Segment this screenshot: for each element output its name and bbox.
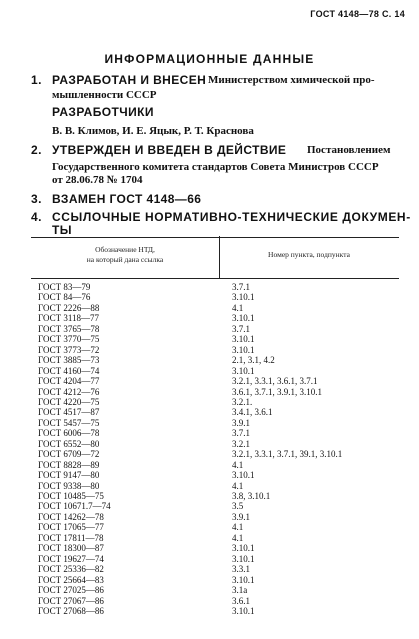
ntd-designation: ГОСТ 4204—77	[38, 376, 100, 387]
table-header-col-1-line-1: Обозначение НТД,	[95, 245, 155, 254]
clause-number: 3.7.1	[232, 282, 250, 292]
item-1-num: 1.	[31, 73, 42, 87]
item-1-text-1: Министерством химической про-	[208, 74, 375, 86]
table-row	[0, 585, 419, 596]
clause-number: 3.2.1, 3.3.1, 3.7.1, 39.1, 3.10.1	[232, 449, 343, 460]
table-row	[0, 345, 419, 356]
clause-number: 4.1	[232, 532, 244, 543]
ntd-designation: ГОСТ 25336—82	[38, 564, 104, 575]
item-2-num: 2.	[31, 143, 42, 157]
ntd-designation: ГОСТ 9338—80	[38, 480, 100, 491]
clause-number: 3.7.1	[232, 428, 250, 439]
table-row	[0, 554, 419, 565]
item-3-num: 3.	[31, 192, 42, 206]
ntd-designation: ГОСТ 4160—74	[38, 365, 100, 376]
ntd-designation: ГОСТ 3885—73	[38, 355, 100, 366]
ntd-designation: ГОСТ 84—76	[38, 292, 91, 303]
ntd-designation: ГОСТ 10485—75	[38, 491, 104, 501]
item-2-text-2: Государственного комитета стандартов Совета Министров СССР	[52, 161, 379, 173]
ntd-designation: ГОСТ 9147—80	[38, 470, 100, 481]
item-4-text-1: ССЫЛОЧНЫЕ НОРМАТИВНО-ТЕХНИЧЕСКИЕ ДОКУМЕН-	[52, 210, 411, 224]
ntd-designation: ГОСТ 27068—86	[38, 605, 104, 616]
table-row	[0, 428, 419, 439]
clause-number: 3.1а	[232, 585, 248, 596]
table-row	[0, 564, 419, 575]
ntd-designation: ГОСТ 6709—72	[38, 449, 100, 460]
table-row	[0, 596, 419, 607]
table-header-col-1-line-2: на который дана ссылка	[86, 255, 164, 264]
ntd-designation: ГОСТ 18300—87	[38, 543, 104, 554]
ntd-designation: ГОСТ 3118—77	[38, 313, 100, 324]
page-header: ГОСТ 4148—78 С. 14	[310, 9, 405, 19]
table-row	[0, 439, 419, 450]
clause-number: 3.8, 3.10.1	[232, 491, 271, 501]
table-row	[0, 387, 419, 398]
clause-number: 3.10.1	[232, 470, 255, 481]
developers-heading: РАЗРАБОТЧИКИ	[52, 105, 154, 119]
table-row	[0, 313, 419, 324]
item-4-num: 4.	[31, 210, 42, 224]
item-2-text-3: от 28.06.78 № 1704	[52, 174, 143, 186]
ntd-designation: ГОСТ 25664—83	[38, 574, 104, 585]
item-1-text-2: мышленности СССР	[52, 89, 157, 101]
clause-number: 3.10.1	[232, 574, 255, 585]
item-2-heading: УТВЕРЖДЕН И ВВЕДЕН В ДЕЙСТВИЕ	[52, 143, 287, 157]
clause-number: 3.5	[232, 501, 244, 512]
item-3-text: ВЗАМЕН ГОСТ 4148—66	[52, 192, 202, 206]
ntd-designation: ГОСТ 4517—87	[38, 407, 100, 418]
table-header-col-1	[31, 245, 219, 265]
table-row	[0, 575, 419, 586]
clause-number: 3.6.1, 3.7.1, 3.9.1, 3.10.1	[232, 386, 322, 397]
clause-number: 3.10.1	[232, 344, 255, 355]
table-top-rule	[31, 237, 399, 238]
clause-number: 4.1	[232, 302, 244, 313]
table-row	[0, 481, 419, 492]
table-header-col-2: Номер пункта, подпункта	[268, 250, 350, 259]
table-row	[0, 334, 419, 345]
ntd-designation: ГОСТ 3773—72	[38, 344, 100, 355]
clause-number: 3.9.1	[232, 511, 250, 522]
table-header-rule	[31, 278, 399, 279]
ntd-designation: ГОСТ 5457—75	[38, 417, 100, 428]
table-row	[0, 418, 419, 429]
table-row	[0, 460, 419, 471]
developers-names: В. В. Климов, И. Е. Яцык, Р. Т. Краснова	[52, 125, 254, 137]
table-row	[0, 292, 419, 303]
clause-number: 4.1	[232, 522, 244, 533]
table-row	[0, 324, 419, 335]
clause-number: 3.6.1	[232, 595, 250, 606]
clause-number: 3.10.1	[232, 553, 255, 564]
clause-number: 3.10.1	[232, 605, 255, 616]
clause-number: 3.4.1, 3.6.1	[232, 407, 273, 418]
ntd-designation: ГОСТ 17065—77	[38, 522, 104, 533]
clause-number: 2.1, 3.1, 4.2	[232, 355, 275, 366]
table-row	[0, 376, 419, 387]
table-row	[0, 355, 419, 366]
clause-number: 3.2.1	[232, 438, 250, 449]
table-row	[0, 407, 419, 418]
ntd-designation: ГОСТ 4220—75	[38, 396, 100, 407]
clause-number: 3.9.1	[232, 417, 250, 428]
ntd-designation: ГОСТ 3770—75	[38, 334, 100, 345]
table-row	[0, 282, 419, 293]
clause-number: 3.10.1	[232, 334, 255, 345]
table-row	[0, 449, 419, 460]
clause-number: 3.10.1	[232, 365, 255, 376]
table-row	[0, 470, 419, 481]
clause-number: 3.7.1	[232, 323, 250, 334]
ntd-designation: ГОСТ 27067—86	[38, 595, 104, 606]
table-row	[0, 303, 419, 314]
section-title: ИНФОРМАЦИОННЫЕ ДАННЫЕ	[104, 52, 315, 66]
clause-number: 3.2.1, 3.3.1, 3.6.1, 3.7.1	[232, 376, 318, 387]
ntd-designation: ГОСТ 6552—80	[38, 438, 100, 449]
ntd-designation: ГОСТ 4212—76	[38, 386, 100, 397]
ntd-designation: ГОСТ 83—79	[38, 282, 91, 292]
ntd-designation: ГОСТ 3765—78	[38, 323, 100, 334]
ntd-designation: ГОСТ 10671.7—74	[38, 501, 111, 512]
ntd-designation: ГОСТ 17811—78	[38, 532, 104, 543]
table-row	[0, 533, 419, 544]
table-row	[0, 512, 419, 523]
ntd-designation: ГОСТ 6006—78	[38, 428, 100, 439]
ntd-designation: ГОСТ 2226—88	[38, 302, 100, 313]
clause-number: 4.1	[232, 480, 244, 491]
ntd-designation: ГОСТ 14262—78	[38, 511, 104, 522]
table-row	[0, 501, 419, 512]
table-row	[0, 522, 419, 533]
table-row	[0, 397, 419, 408]
clause-number: 4.1	[232, 459, 244, 470]
clause-number: 3.10.1	[232, 292, 255, 303]
clause-number: 3.2.1.	[232, 396, 253, 407]
clause-number: 3.10.1	[232, 543, 255, 554]
table-row	[0, 606, 419, 617]
item-2-text-1: Постановлением	[307, 144, 391, 156]
table-row	[0, 366, 419, 377]
item-4-text-2: ТЫ	[52, 223, 72, 237]
table-row	[0, 543, 419, 554]
table-row	[0, 491, 419, 502]
ntd-designation: ГОСТ 27025—86	[38, 585, 104, 596]
ntd-designation: ГОСТ 19627—74	[38, 553, 104, 564]
clause-number: 3.10.1	[232, 313, 255, 324]
clause-number: 3.3.1	[232, 564, 250, 575]
item-1-heading: РАЗРАБОТАН И ВНЕСЕН	[52, 73, 207, 87]
ntd-designation: ГОСТ 8828—89	[38, 459, 100, 470]
